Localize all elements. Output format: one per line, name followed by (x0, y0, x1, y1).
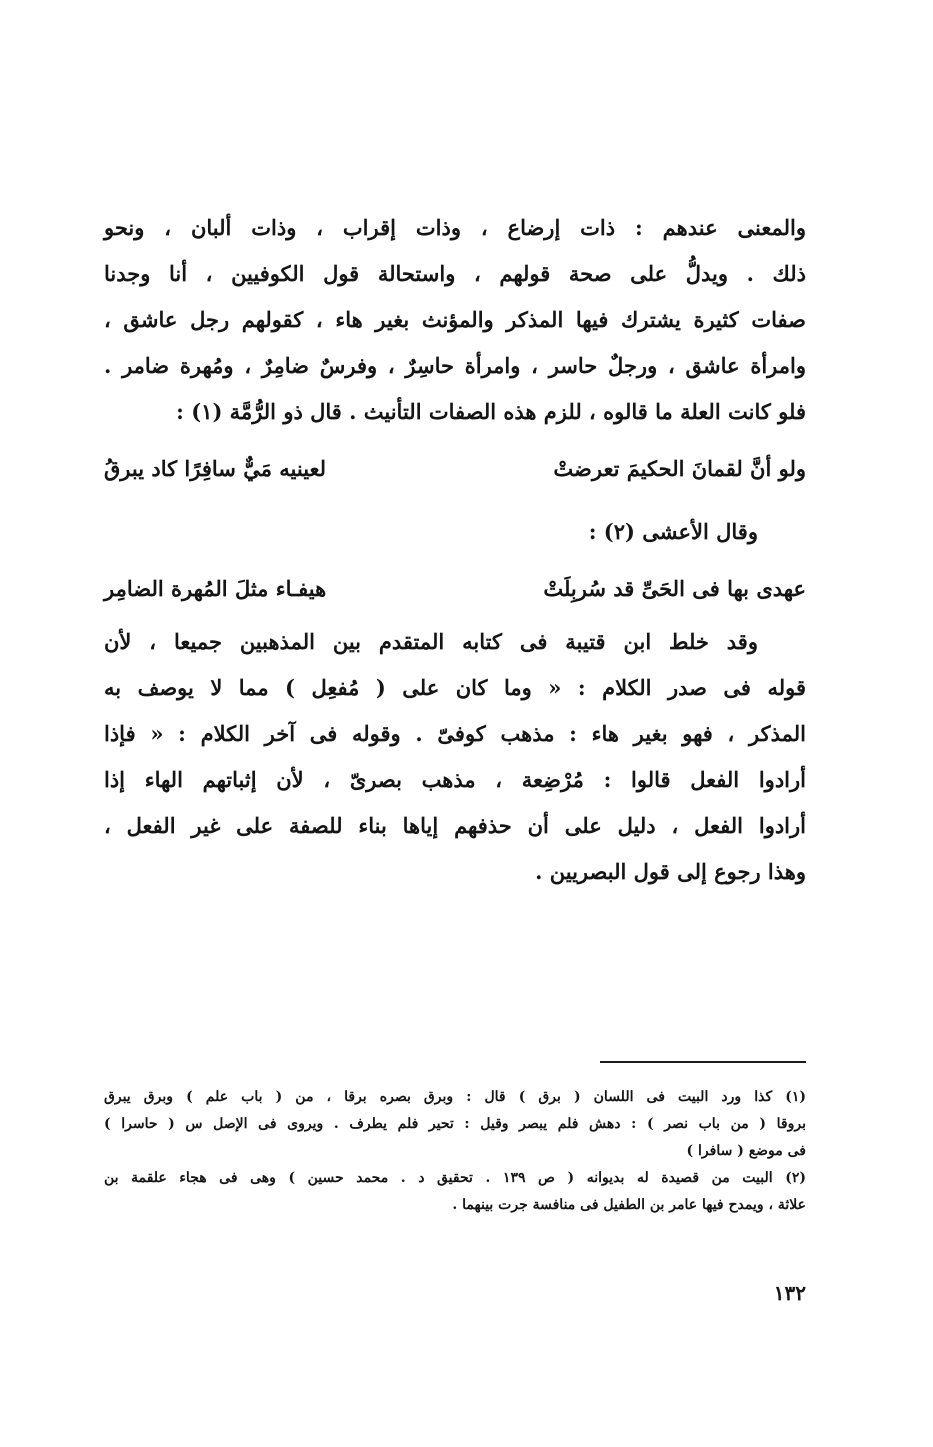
text-line: وقد خلط ابن قتيبة فى كتابه المتقدم بين المذهبين جميعا ، لأن (104, 629, 758, 654)
verse-line (104, 566, 806, 612)
text-line: وهذا رجوع إلى قول البصريين . (535, 859, 806, 884)
verse-dhu-al-rumma (104, 446, 806, 492)
page-number: ١٣٢ (773, 1281, 806, 1305)
text-line: ذلك . ويدلُّ على صحة قولهم ، واستحالة قول الكوفيين ، أنا وجدنا (104, 261, 806, 286)
footnote-line: (١) كذا ورد البيت فى اللسان ( برق ) قال : وبرق بصره برقا ، من ( باب علم ) وبرق يبرق (104, 1089, 806, 1105)
text-line: وامرأة عاشق ، ورجلٌ حاسر ، وامرأة حاسِرٌ ، وفرسٌ ضامِرٌ ، ومُهرة ضامر . (104, 353, 806, 378)
footnotes (104, 1084, 806, 1234)
verse-first-hemistich: ولو أنَّ لقمانَ الحكيمَ تعرضتْ (553, 456, 806, 481)
footnote-separator (600, 1061, 806, 1063)
verse-al-asha (104, 566, 806, 612)
text-line: والمعنى عندهم : ذات إرضاع ، وذات إقراب ، وذات ألبان ، ونحو (104, 215, 806, 240)
intro-al-asha (104, 512, 806, 552)
verse-second-hemistich: هيفـاء مثلَ المُهرة الضامِر (104, 576, 327, 601)
footnote-line: بروقا ( من باب نصر ) : دهش فلم يبصر وقيل : تحير فلم يطرف . ويروى فى الإصل س ( حاسرا ) (104, 1116, 806, 1132)
footnote-line: فى موضع ( سافرا ) (686, 1143, 806, 1159)
main-paragraph (104, 208, 806, 424)
text-line: أرادوا الفعل قالوا : مُرْضِعة ، مذهب بصرىّ ، لأن إثباتهم الهاء إذا (104, 767, 806, 792)
text-line: قوله فى صدر الكلام : « وما كان على ( مُفعِل ) مما لا يوصف به (104, 675, 806, 700)
text-line: فلو كانت العلة ما قالوه ، للزم هذه الصفات التأنيث . قال ذو الرُّمَّة (١) : (176, 399, 806, 424)
text-line: صفات كثيرة يشترك فيها المذكر والمؤنث بغير هاء ، كقولهم رجل عاشق ، (104, 307, 806, 332)
verse-first-hemistich: عهدى بها فى الحَىِّ قد سُربِلَتْ (543, 576, 806, 601)
text-line: أرادوا الفعل ، دليل على أن حذفهم إياها بناء للصفة على غير الفعل ، (104, 813, 806, 838)
text-line: وقال الأعشى (٢) : (588, 519, 758, 544)
second-paragraph (104, 622, 806, 892)
footnote-line: علاثة ، ويمدح فيها عامر بن الطفيل فى منافسة جرت بينهما . (452, 1197, 806, 1213)
verse-line (104, 446, 806, 492)
verse-second-hemistich: لعينيه مَيٌّ سافِرًا كاد يبرقُ (104, 456, 327, 481)
footnote-line: (٢) البيت من قصيدة له بديوانه ( ص ١٣٩ . تحقيق د . محمد حسين ) وهى فى هجاء علقمة بن (104, 1170, 806, 1186)
text-line: المذكر ، فهو بغير هاء : مذهب كوفىّ . وقوله فى آخر الكلام : « فإذا (104, 721, 806, 746)
